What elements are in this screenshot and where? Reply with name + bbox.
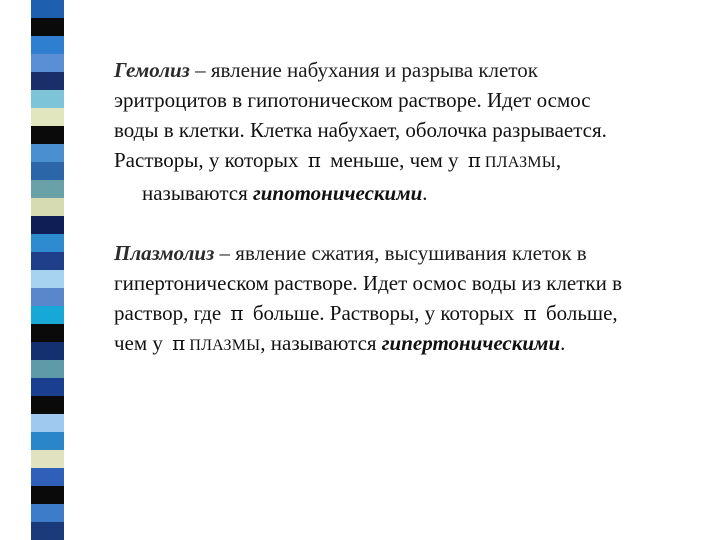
stripe-segment xyxy=(31,36,64,54)
term-hemolysis: Гемолиз xyxy=(114,58,190,82)
stripe-segment xyxy=(31,414,64,432)
plasma-subscript: ПЛАЗМЫ xyxy=(189,337,261,354)
stripe-segment xyxy=(31,144,64,162)
decorative-stripe xyxy=(31,0,64,540)
paragraph-plasmolysis xyxy=(114,238,704,361)
pi-symbol: π xyxy=(523,301,537,325)
p1-line-5: называются гипотоническими. xyxy=(142,181,428,205)
pi-symbol: π xyxy=(230,301,244,325)
stripe-segment xyxy=(31,324,64,342)
stripe-segment xyxy=(31,522,64,540)
p2-line-4: чем у π ПЛАЗМЫ, называются гипертоническими. xyxy=(114,331,566,355)
stripe-segment xyxy=(31,396,64,414)
stripe-segment xyxy=(31,288,64,306)
stripe-segment xyxy=(31,216,64,234)
p2-line-2: гипертоническом растворе. Идет осмос воды из клетки в xyxy=(114,271,623,295)
stripe-segment xyxy=(31,126,64,144)
stripe-segment xyxy=(31,108,64,126)
stripe-segment xyxy=(31,180,64,198)
paragraph-hemolysis xyxy=(114,55,704,208)
pi-symbol: π xyxy=(307,148,321,172)
p1-line-4: Растворы, у которых π меньше, чем у π ПЛАЗМЫ, xyxy=(114,148,562,172)
stripe-segment xyxy=(31,270,64,288)
stripe-segment xyxy=(31,0,64,18)
stripe-segment xyxy=(31,504,64,522)
stripe-segment xyxy=(31,486,64,504)
stripe-segment xyxy=(31,378,64,396)
term-hypotonic: гипотоническими xyxy=(253,181,423,205)
term-hypertonic: гипертоническими xyxy=(381,331,561,355)
stripe-segment xyxy=(31,432,64,450)
stripe-segment xyxy=(31,306,64,324)
plasma-subscript: ПЛАЗМЫ xyxy=(484,154,556,171)
stripe-segment xyxy=(31,342,64,360)
term-plasmolysis: Плазмолиз xyxy=(114,241,215,265)
stripe-segment xyxy=(31,198,64,216)
pi-symbol: π xyxy=(467,148,481,172)
stripe-segment xyxy=(31,360,64,378)
p2-line-1: Плазмолиз – явление сжатия, высушивания клеток в xyxy=(114,241,587,265)
stripe-segment xyxy=(31,90,64,108)
stripe-segment xyxy=(31,468,64,486)
stripe-segment xyxy=(31,162,64,180)
p2-line-3: раствор, где π больше. Растворы, у которых π больше, xyxy=(114,301,618,325)
stripe-segment xyxy=(31,18,64,36)
pi-symbol: π xyxy=(172,331,186,355)
p1-line-2: эритроцитов в гипотоническом растворе. Идет осмос xyxy=(114,88,591,112)
p1-line-3: воды в клетки. Клетка набухает, оболочка разрывается. xyxy=(114,118,607,142)
stripe-segment xyxy=(31,252,64,270)
stripe-segment xyxy=(31,450,64,468)
stripe-segment xyxy=(31,54,64,72)
p1-line-1: Гемолиз – явление набухания и разрыва клеток xyxy=(114,58,538,82)
stripe-segment xyxy=(31,234,64,252)
stripe-segment xyxy=(31,72,64,90)
